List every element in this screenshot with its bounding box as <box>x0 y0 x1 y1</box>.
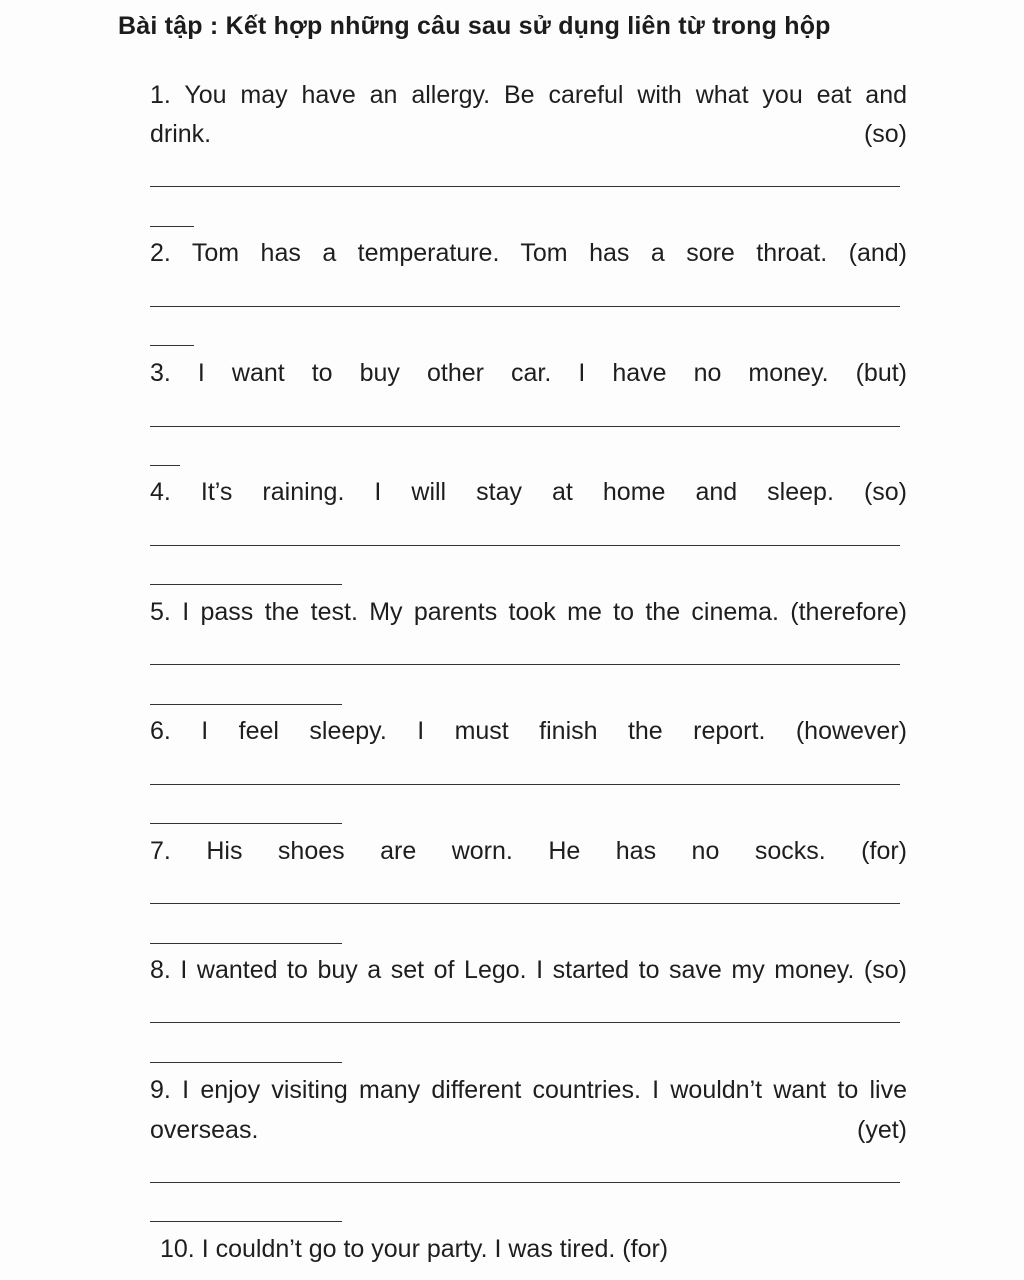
item-conjunction: (so) <box>863 478 907 506</box>
item-conjunction: (therefore) <box>790 598 907 626</box>
item-sentence: I feel sleepy. I must finish the report. <box>201 717 766 745</box>
answer-blank-8-tail[interactable] <box>150 1062 342 1063</box>
item-number: 1. <box>150 81 171 109</box>
item-number: 4. <box>150 478 171 506</box>
item-conjunction: (so) <box>863 120 907 148</box>
answer-blank-1-tail[interactable] <box>150 226 194 227</box>
item-number: 5. <box>150 598 171 626</box>
exercise-item-9-line-2 <box>150 1115 907 1145</box>
exercise-item-3 <box>150 358 907 388</box>
item-sentence: I pass the test. My parents took me to the cinema. <box>182 598 779 626</box>
exercise-item-6 <box>150 716 907 746</box>
item-sentence: You may have an allergy. Be careful with what you eat and <box>184 81 907 109</box>
answer-blank-7-tail[interactable] <box>150 943 342 944</box>
exercise-item-10 <box>160 1234 668 1264</box>
item-sentence: I couldn’t go to your party. I was tired. <box>201 1235 616 1263</box>
item-conjunction: (however) <box>795 717 907 745</box>
exercise-item-1-line-1 <box>150 80 907 110</box>
answer-blank-2[interactable] <box>150 306 900 307</box>
item-conjunction: (but) <box>855 359 907 387</box>
answer-blank-1[interactable] <box>150 186 900 187</box>
answer-blank-4-tail[interactable] <box>150 584 342 585</box>
answer-blank-9-tail[interactable] <box>150 1221 342 1222</box>
exercise-item-2 <box>150 238 907 268</box>
item-sentence-continued: overseas. <box>150 1116 259 1144</box>
item-sentence: It’s raining. I will stay at home and sleep. <box>200 478 834 506</box>
answer-blank-8[interactable] <box>150 1022 900 1023</box>
item-number: 7. <box>150 837 171 865</box>
answer-blank-5-tail[interactable] <box>150 704 342 705</box>
item-number: 9. <box>150 1076 171 1104</box>
answer-blank-3[interactable] <box>150 426 900 427</box>
item-number: 8. <box>150 956 171 984</box>
answer-blank-6-tail[interactable] <box>150 823 342 824</box>
answer-blank-9[interactable] <box>150 1182 900 1183</box>
item-conjunction: (and) <box>848 239 907 267</box>
exercise-item-1-line-2 <box>150 119 907 149</box>
item-sentence: I wanted to buy a set of Lego. I started to save my money. <box>180 956 855 984</box>
answer-blank-7[interactable] <box>150 903 900 904</box>
exercise-item-4 <box>150 477 907 507</box>
answer-blank-4[interactable] <box>150 545 900 546</box>
exercise-item-9-line-1 <box>150 1075 907 1105</box>
exercise-item-5 <box>150 597 907 627</box>
item-conjunction: (for) <box>622 1235 669 1263</box>
item-sentence: I want to buy other car. I have no money. <box>197 359 829 387</box>
item-sentence: I enjoy visiting many different countries. I wouldn’t want to live <box>182 1076 908 1104</box>
answer-blank-5[interactable] <box>150 664 900 665</box>
answer-blank-6[interactable] <box>150 784 900 785</box>
item-number: 2. <box>150 239 171 267</box>
item-conjunction: (so) <box>863 956 907 984</box>
item-number: 3. <box>150 359 171 387</box>
item-number: 6. <box>150 717 171 745</box>
item-sentence: His shoes are worn. He has no socks. <box>206 837 826 865</box>
item-sentence: Tom has a temperature. Tom has a sore throat. <box>191 239 828 267</box>
worksheet-title: Bài tập : Kết hợp những câu sau sử dụng liên từ trong hộp <box>118 12 831 40</box>
exercise-item-8 <box>150 955 907 985</box>
item-sentence-continued: drink. <box>150 120 212 148</box>
answer-blank-2-tail[interactable] <box>150 345 194 346</box>
item-conjunction: (for) <box>861 837 907 865</box>
item-conjunction: (yet) <box>857 1116 907 1144</box>
answer-blank-3-tail[interactable] <box>150 465 180 466</box>
exercise-item-7 <box>150 836 907 866</box>
item-number: 10. <box>160 1235 195 1263</box>
